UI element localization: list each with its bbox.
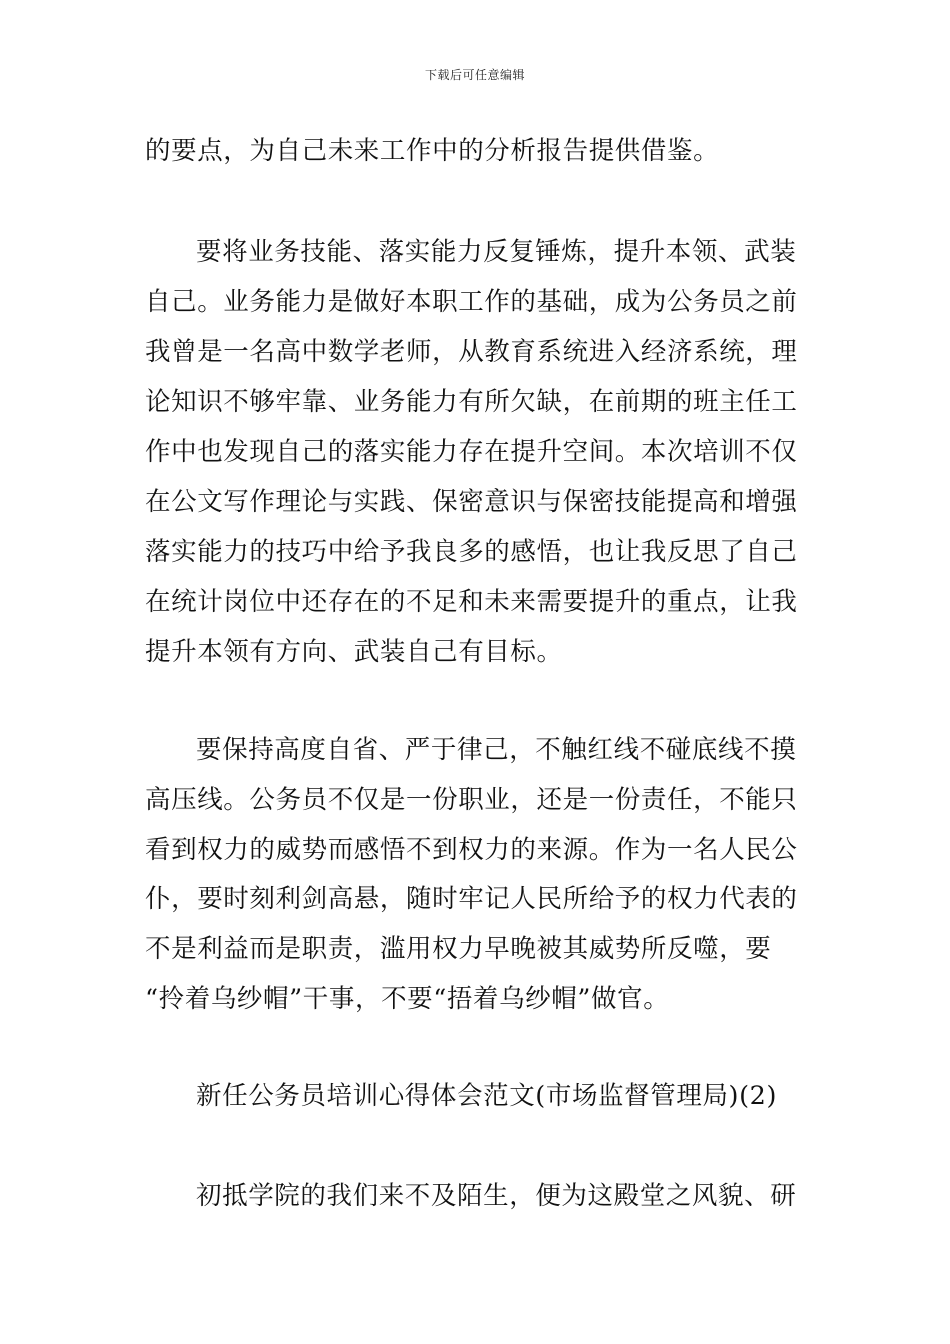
paragraph-line: 高压线。公务员不仅是一份职业，还是一份责任，不能只	[145, 785, 798, 815]
paragraph-line: 在公文写作理论与实践、保密意识与保密技能提高和增强	[145, 487, 798, 517]
paragraph-line: 的要点，为自己未来工作中的分析报告提供借鉴。	[145, 136, 720, 166]
paragraph-line: “拎着乌纱帽”干事，不要“捂着乌纱帽”做官。	[145, 984, 670, 1014]
paragraph-line: 作中也发现自己的落实能力存在提升空间。本次培训不仅	[145, 437, 798, 467]
paragraph-line: 初抵学院的我们来不及陌生，便为这殿堂之风貌、研	[196, 1181, 797, 1211]
paragraph-line: 不是利益而是职责，滥用权力早晚被其威势所反噬，要	[145, 934, 772, 964]
section-heading: 新任公务员培训心得体会范文(市场监督管理局)(2)	[196, 1081, 778, 1111]
paragraph-line: 要将业务技能、落实能力反复锤炼，提升本领、武装	[196, 237, 797, 267]
paragraph-line: 在统计岗位中还存在的不足和未来需要提升的重点，让我	[145, 587, 798, 617]
paragraph-line: 看到权力的威势而感悟不到权力的来源。作为一名人民公	[145, 835, 798, 865]
paragraph-line: 落实能力的技巧中给予我良多的感悟，也让我反思了自己	[145, 537, 798, 567]
paragraph-line: 我曾是一名高中数学老师，从教育系统进入经济系统，理	[145, 337, 798, 367]
paragraph-line: 要保持高度自省、严于律己，不触红线不碰底线不摸	[196, 735, 797, 765]
paragraph-line: 提升本领有方向、武装自己有目标。	[145, 637, 563, 667]
header-note: 下载后可任意编辑	[424, 68, 525, 82]
paragraph-line: 论知识不够牢靠、业务能力有所欠缺，在前期的班主任工	[145, 387, 798, 417]
paragraph-line: 仆，要时刻利剑高悬，随时牢记人民所给予的权力代表的	[145, 884, 798, 914]
paragraph-line: 自己。业务能力是做好本职工作的基础，成为公务员之前	[145, 287, 798, 317]
